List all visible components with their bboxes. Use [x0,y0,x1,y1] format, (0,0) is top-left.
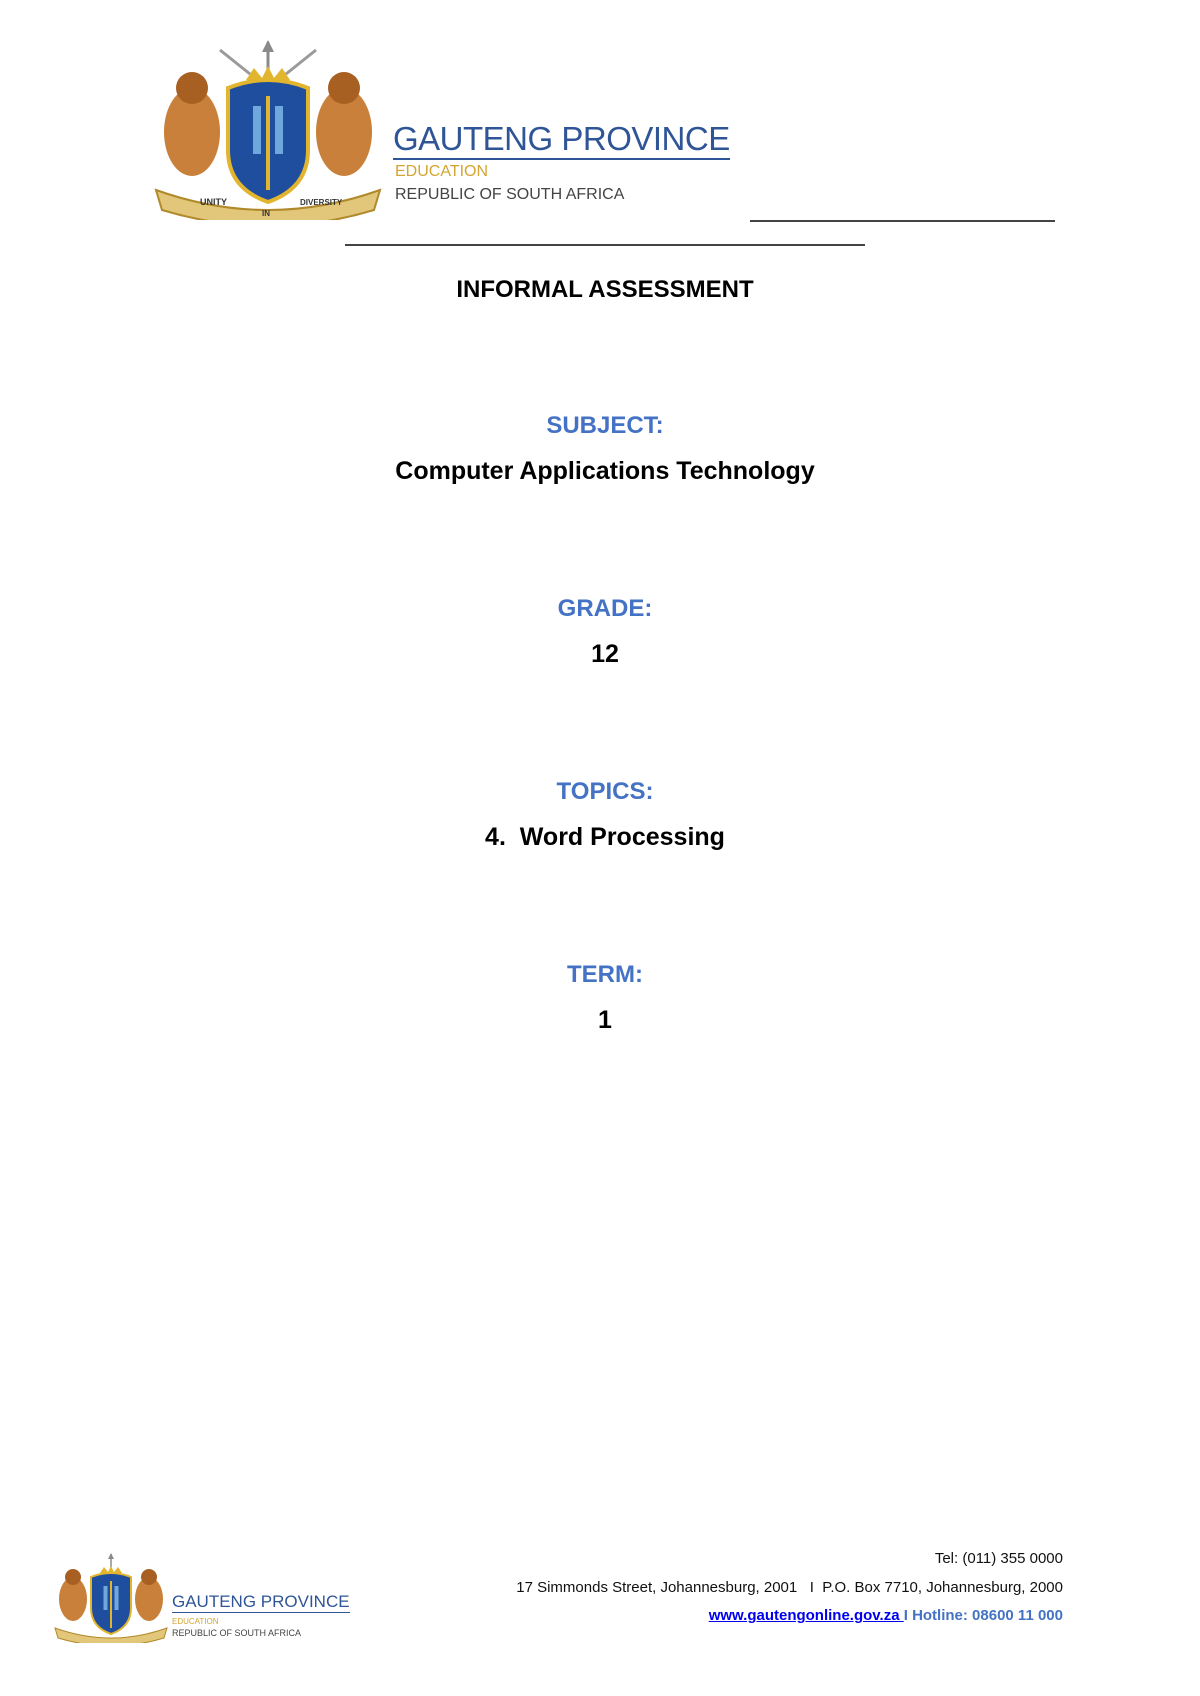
svg-text:IN: IN [262,209,270,218]
brand-country: REPUBLIC OF SOUTH AFRICA [395,186,625,203]
brand-title: GAUTENG PROVINCE [393,120,730,160]
document-title: INFORMAL ASSESSMENT [456,276,754,303]
header-rule-line [345,244,865,246]
footer-telephone: Tel: (011) 355 0000 [934,1550,1063,1567]
topics-value: 4. Word Processing [485,823,725,851]
subject-value: Computer Applications Technology [395,457,815,485]
footer-brand-title: GAUTENG PROVINCE [172,1592,350,1611]
footer-address: 17 Simmonds Street, Johannesburg, 2001 I P.O. Box 7710, Johannesburg, 2000 [516,1579,1063,1596]
term-label: TERM: [567,961,643,988]
svg-text:UNITY: UNITY [200,197,227,207]
header-rule-line [750,220,1055,222]
footer-separator: I [903,1607,908,1624]
term-value: 1 [598,1006,612,1034]
coat-of-arms-logo [150,40,386,220]
grade-label: GRADE: [557,595,653,622]
footer-coat-of-arms-logo [52,1553,170,1643]
website-link[interactable]: www.gautengonline.gov.za [708,1607,904,1624]
footer-hotline: Hotline: 08600 11 000 [912,1607,1063,1624]
grade-value: 12 [591,640,619,668]
svg-text:DIVERSITY: DIVERSITY [300,198,343,207]
footer-web-line [709,1607,1063,1624]
brand-department: EDUCATION [395,163,489,180]
footer-brand-department: EDUCATION [172,1617,219,1626]
footer-brand-country: REPUBLIC OF SOUTH AFRICA [172,1628,302,1638]
subject-label: SUBJECT: [546,412,664,439]
topics-label: TOPICS: [556,778,654,805]
